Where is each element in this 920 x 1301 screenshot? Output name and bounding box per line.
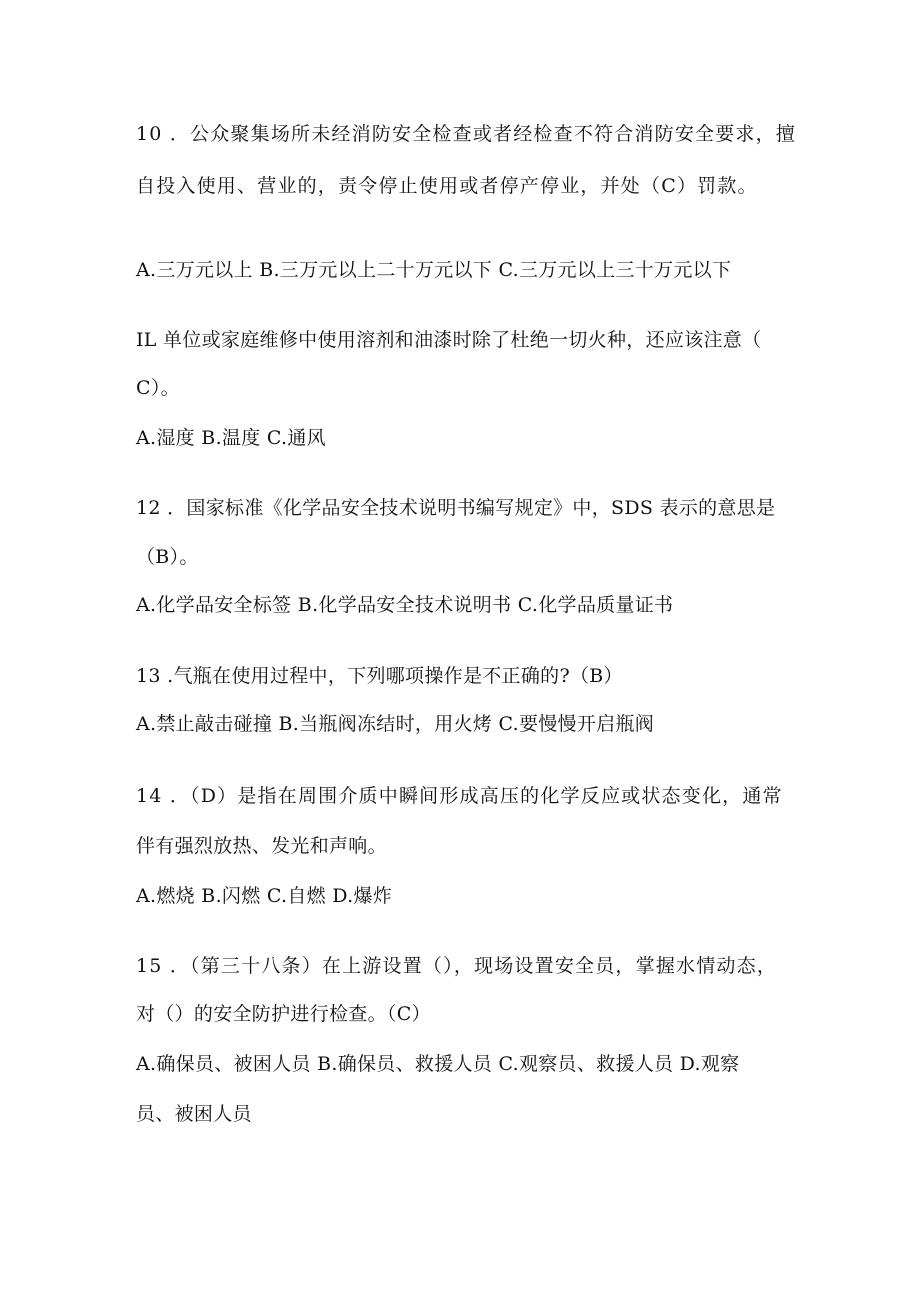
question-14-options: A.燃烧 B.闪燃 C.自燃 D.爆炸 (136, 885, 393, 907)
question-10-options: A.三万元以上 B.三万元以上二十万元以下 C.三万元以上三十万元以下 (136, 259, 732, 281)
question-10-stem-line-1: 10 ．公众聚集场所未经消防安全检查或者经检查不符合消防安全要求，擅 (136, 123, 797, 145)
question-14-stem-line-1: 14 ．（D）是指在周围介质中瞬间形成高压的化学反应或状态变化，通常 (136, 785, 783, 807)
question-15-options-line-1: A.确保员、被困人员 B.确保员、救援人员 C.观察员、救援人员 D.观察 (136, 1053, 740, 1075)
question-11-options: A.湿度 B.温度 C.通风 (136, 427, 326, 449)
question-12-options: A.化学品安全标签 B.化学品安全技术说明书 C.化学品质量证书 (136, 594, 674, 616)
question-11-stem-line-1: IL 单位或家庭维修中使用溶剂和油漆时除了杜绝一切火种，还应该注意（ (136, 329, 762, 351)
question-10-stem-line-2: 自投入使用、营业的，责令停止使用或者停产停业，并处（C）罚款。 (136, 175, 758, 197)
question-11-stem-line-2: C）。 (136, 377, 180, 399)
question-12-stem-line-2: （B）。 (136, 546, 199, 568)
question-15-stem-line-1: 15 ．（第三十八条）在上游设置（），现场设置安全员，掌握水情动态， (136, 955, 778, 977)
question-15-stem-line-2: 对（）的安全防护进行检查。（C） (136, 1003, 431, 1025)
question-13-stem-line-1: 13 .气瓶在使用过程中，下列哪项操作是不正确的?（B） (136, 665, 623, 687)
question-14-stem-line-2: 伴有强烈放热、发光和声响。 (136, 835, 387, 857)
question-13-options: A.禁止敲击碰撞 B.当瓶阀冻结时，用火烤 C.要慢慢开启瓶阀 (136, 713, 655, 735)
question-15-options-line-2: 员、被困人员 (136, 1103, 252, 1125)
question-12-stem-line-1: 12 ．国家标准《化学品安全技术说明书编写规定》中，SDS 表示的意思是 (136, 497, 776, 519)
